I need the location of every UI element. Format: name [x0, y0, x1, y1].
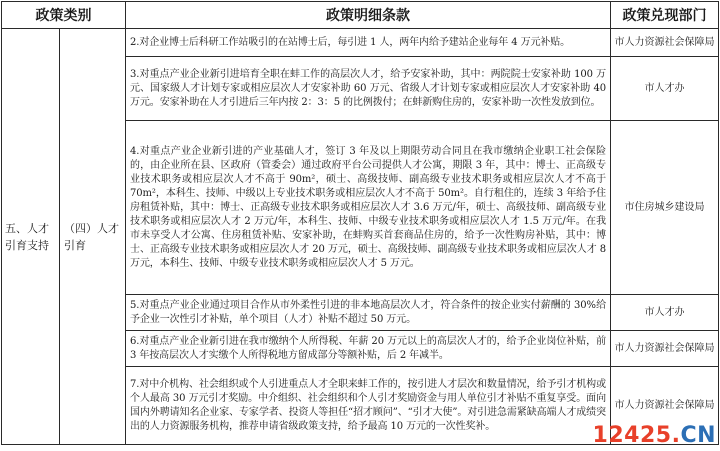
category-level2: （四）人才引育 — [60, 29, 126, 445]
policy-dept-2: 市人力资源社会保障局 — [611, 29, 719, 57]
policy-dept-5: 市人才办 — [611, 295, 719, 331]
policy-dept-4: 市住房城乡建设局 — [611, 121, 719, 295]
policy-dept-6: 市人力资源社会保障局 — [611, 331, 719, 367]
watermark-dot: . — [671, 423, 681, 448]
header-category: 政策类别 — [2, 2, 126, 29]
header-dept: 政策兑现部门 — [611, 2, 719, 29]
policy-dept-3: 市人才办 — [611, 57, 719, 121]
policy-detail-6: 6.对重点产业企业新引进在我市缴纳个人所得税、年薪 20 万元以上的高层次人才的，给予企业岗位补贴，前 3 年按高层次人才实缴个人所得税地方留成部分等额补贴，后 2 年减半。 — [126, 331, 611, 367]
header-row — [2, 2, 719, 29]
policy-table — [1, 1, 719, 445]
watermark-number: 12425 — [592, 423, 672, 448]
table-row — [2, 29, 719, 57]
policy-detail-3: 3.对重点产业企业新引进培育全职在蚌工作的高层次人才，给予安家补助，其中：两院院士安家补助 100 万元、国家级人才计划专家或相应层次人才安家补助 60 万元、省级人才计划专家或相应层次人才安家补助 40 万元。安家补助在人才引进后三年内按 2：3：5 的比例拨付；在蚌新购住房的，安家补助一次性发放到位。 — [126, 57, 611, 121]
header-detail: 政策明细条款 — [126, 2, 611, 29]
policy-detail-5: 5.对重点产业企业通过项目合作从市外柔性引进的非本地高层次人才，符合条件的按企业实付薪酬的 30%给予企业一次性引才补贴，单个项目（人才）补贴不超过 50 万元。 — [126, 295, 611, 331]
policy-detail-7: 7.对中介机构、社会组织或个人引进重点人才全职来蚌工作的，按引进人才层次和数量情况，给予引才机构或个人最高 30 万元引才奖励。中介组织、社会组织和个人引才奖励资金与用人单位引才补贴不重复享受。面向国内外聘请知名企业家、专家学者、投资人等担任“招才顾问”、“引才大使”。对引进急需紧缺高端人才成绩突出的人力资源服务机构，推荐申请省级政策支持，给予最高 10 万元的一次性奖补。 — [126, 367, 611, 445]
policy-detail-2: 2.对企业博士后科研工作站吸引的在站博士后，每引进 1 人，两年内给予建站企业每年 4 万元补贴。 — [126, 29, 611, 57]
policy-dept-7: 市人力资源社会保障局 — [611, 367, 719, 445]
site-watermark — [593, 423, 716, 448]
category-level1: 五、人才引育支持 — [2, 29, 60, 445]
policy-detail-4: 4.对重点产业企业新引进的产业基础人才，签订 3 年及以上期限劳动合同且在我市缴纳企业职工社会保险的，由企业所在县、区政府（管委会）通过政府平台公司提供人才公寓，期限 3 年，其中：博士、正高级专业技术职务或相应层次人才不高于 90m²，硕士、高级技师、副高级专业技术职务或相应层次人才不高于 70m²，本科生、技师、中级以上专业技术职务或相应层次人才不高于 50m²。自行租住的，连续 3 年给予住房租赁补贴，其中：博士、正高级专业技术职务或相应层次人才 3.6 万元/年，硕士、高级技师、副高级专业技术职务或相应层次人才 2 万元/年，本科生、技师、中级专业技术职务或相应层次人才 1.5 万元/年。在我市未享受人才公寓、住房租赁补贴、安家补助，在蚌购买首套商品住房的，给予一次性购房补贴，其中：博士、正高级专业技术职务或相应层次人才 20 万元，硕士、高级技师、副高级专业技术职务或相应层次人才 8 万元，本科生、技师、中级专业技术职务或相应层次人才 5 万元。 — [126, 121, 611, 295]
watermark-suffix: CN — [680, 423, 716, 448]
